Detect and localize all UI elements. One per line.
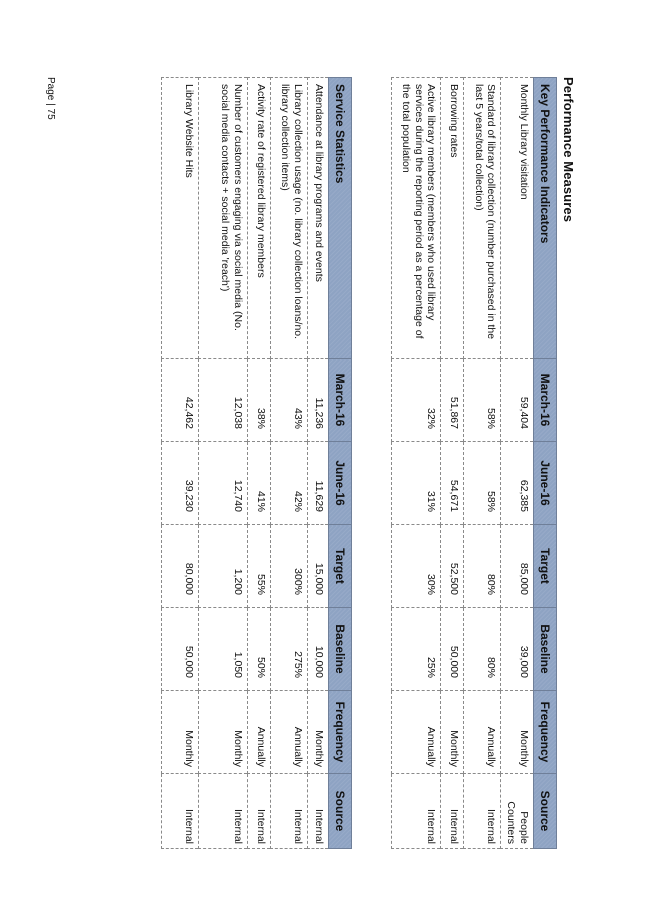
kpi-source-cell: People Counters — [501, 774, 533, 849]
kpi-header-indicator: Key Performance Indicators — [533, 78, 556, 359]
kpi-indicator-cell: Standard of library collection (number purchased in the last 5 years/total collection) — [464, 78, 501, 359]
kpi-indicator-cell: Borrowing rates — [441, 78, 464, 359]
service-source-cell: Internal — [198, 774, 247, 849]
kpi-june16-cell: 62,385 — [501, 442, 533, 525]
kpi-frequency-cell: Monthly — [441, 691, 464, 774]
service-header-target: Target — [328, 525, 351, 608]
service-header-frequency: Frequency — [328, 691, 351, 774]
kpi-june16-cell: 31% — [392, 442, 441, 525]
service-header-march16: March-16 — [328, 359, 351, 442]
kpi-target-cell: 80% — [464, 525, 501, 608]
table-row — [464, 78, 501, 849]
kpi-march16-cell: 32% — [392, 359, 441, 442]
service-statistic-cell: Number of customers engaging via social media (No. social media contacts + social media 'reach') — [198, 78, 247, 359]
service-baseline-cell: 50,000 — [161, 608, 198, 691]
service-frequency-cell: Monthly — [198, 691, 247, 774]
service-march16-cell: 38% — [247, 359, 270, 442]
table-row — [441, 78, 464, 849]
table-row — [270, 78, 307, 849]
service-target-cell: 1,200 — [198, 525, 247, 608]
kpi-frequency-cell: Monthly — [501, 691, 533, 774]
kpi-source-cell: Internal — [464, 774, 501, 849]
service-source-cell: Internal — [307, 774, 328, 849]
kpi-header-target: Target — [533, 525, 556, 608]
table-row — [307, 78, 328, 849]
service-statistic-cell: Library Website Hits — [161, 78, 198, 359]
service-statistics-table — [161, 77, 352, 849]
service-march16-cell: 42,462 — [161, 359, 198, 442]
kpi-header-frequency: Frequency — [533, 691, 556, 774]
kpi-june16-cell: 58% — [464, 442, 501, 525]
section-title: Performance Measures — [561, 77, 576, 223]
kpi-source-cell: Internal — [392, 774, 441, 849]
kpi-target-cell: 30% — [392, 525, 441, 608]
service-june16-cell: 39,230 — [161, 442, 198, 525]
kpi-march16-cell: 59,404 — [501, 359, 533, 442]
service-frequency-cell: Monthly — [307, 691, 328, 774]
service-baseline-cell: 10,000 — [307, 608, 328, 691]
service-frequency-cell: Annually — [247, 691, 270, 774]
service-baseline-cell: 275% — [270, 608, 307, 691]
service-baseline-cell: 1,050 — [198, 608, 247, 691]
service-june16-cell: 42% — [270, 442, 307, 525]
service-header-statistic: Service Statistics — [328, 78, 351, 359]
service-march16-cell: 12,038 — [198, 359, 247, 442]
service-target-cell: 300% — [270, 525, 307, 608]
service-march16-cell: 43% — [270, 359, 307, 442]
kpi-target-cell: 85,000 — [501, 525, 533, 608]
service-source-cell: Internal — [270, 774, 307, 849]
service-source-cell: Internal — [161, 774, 198, 849]
kpi-header-june16: June-16 — [533, 442, 556, 525]
service-baseline-cell: 50% — [247, 608, 270, 691]
kpi-june16-cell: 54,671 — [441, 442, 464, 525]
service-target-cell: 15,000 — [307, 525, 328, 608]
service-statistic-cell: Attendance at library programs and events — [307, 78, 328, 359]
kpi-indicator-cell: Active library members (members who used library services during the reporting period as a percentage of the total population — [392, 78, 441, 359]
kpi-header-baseline: Baseline — [533, 608, 556, 691]
table-row — [392, 78, 441, 849]
service-header-source: Source — [328, 774, 351, 849]
service-target-cell: 55% — [247, 525, 270, 608]
service-march16-cell: 11,236 — [307, 359, 328, 442]
table-row — [198, 78, 247, 849]
service-source-cell: Internal — [247, 774, 270, 849]
kpi-baseline-cell: 80% — [464, 608, 501, 691]
service-june16-cell: 41% — [247, 442, 270, 525]
kpi-frequency-cell: Annually — [464, 691, 501, 774]
kpi-march16-cell: 58% — [464, 359, 501, 442]
kpi-march16-cell: 51,867 — [441, 359, 464, 442]
kpi-indicator-cell: Monthly Library visitation — [501, 78, 533, 359]
kpi-baseline-cell: 25% — [392, 608, 441, 691]
service-target-cell: 80,000 — [161, 525, 198, 608]
service-frequency-cell: Annually — [270, 691, 307, 774]
kpi-header-row — [533, 78, 556, 849]
table-row — [501, 78, 533, 849]
service-statistic-cell: Library collection usage (no. library collection loans/no. library collection items) — [270, 78, 307, 359]
service-header-baseline: Baseline — [328, 608, 351, 691]
kpi-frequency-cell: Annually — [392, 691, 441, 774]
kpi-target-cell: 52,500 — [441, 525, 464, 608]
kpi-table — [391, 77, 557, 849]
service-statistic-cell: Activity rate of registered library members — [247, 78, 270, 359]
kpi-source-cell: Internal — [441, 774, 464, 849]
service-june16-cell: 12,740 — [198, 442, 247, 525]
table-row — [247, 78, 270, 849]
service-june16-cell: 11,629 — [307, 442, 328, 525]
service-header-row — [328, 78, 351, 849]
kpi-header-march16: March-16 — [533, 359, 556, 442]
kpi-baseline-cell: 39,000 — [501, 608, 533, 691]
page-number: Page | 75 — [45, 77, 56, 120]
kpi-header-source: Source — [533, 774, 556, 849]
service-frequency-cell: Monthly — [161, 691, 198, 774]
service-header-june16: June-16 — [328, 442, 351, 525]
kpi-baseline-cell: 50,000 — [441, 608, 464, 691]
table-row — [161, 78, 198, 849]
